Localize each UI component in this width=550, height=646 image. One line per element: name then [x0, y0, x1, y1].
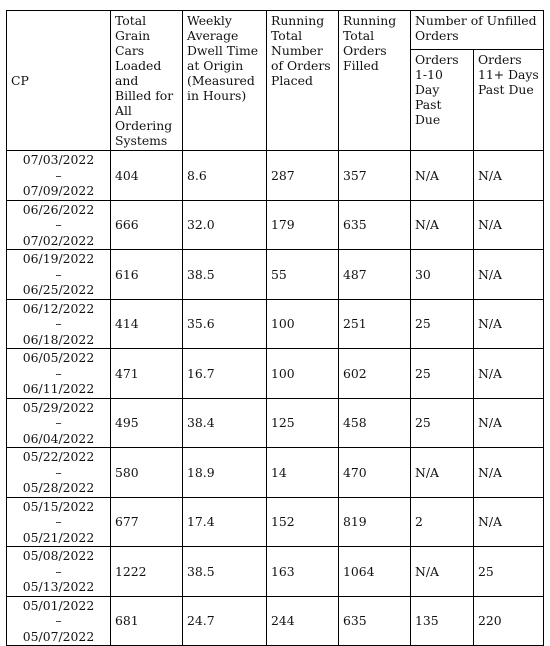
cell-orders-filled: 458: [339, 398, 411, 448]
cell-total-grain-cars: 404: [111, 151, 183, 201]
date-end: 06/25/2022: [22, 282, 95, 297]
cell-cp-date-range: [7, 349, 111, 399]
date-end: 05/28/2022: [22, 480, 95, 495]
cell-dwell-time: 38.5: [183, 250, 267, 300]
date-range-dash: –: [55, 514, 62, 529]
cell-total-grain-cars: 616: [111, 250, 183, 300]
cell-orders-1-10-days: 25: [411, 398, 474, 448]
date-end: 05/21/2022: [22, 529, 95, 545]
cell-orders-1-10-days: 25: [411, 299, 474, 349]
cell-orders-filled: 635: [339, 596, 411, 646]
cell-orders-filled: 635: [339, 200, 411, 250]
cell-cp-date-range: [7, 497, 111, 547]
header-row: [7, 11, 544, 50]
table-row: [7, 151, 544, 201]
cell-cp-date-range: [7, 547, 111, 597]
cell-dwell-time: 17.4: [183, 497, 267, 547]
cell-orders-11-plus-days: N/A: [474, 398, 544, 448]
header-total-grain-cars: Total Grain Cars Loaded and Billed for All Ordering Systems: [111, 11, 183, 151]
table-row: [7, 398, 544, 448]
cell-cp-date-range: [7, 151, 111, 201]
cell-orders-11-plus-days: N/A: [474, 200, 544, 250]
date-start: 07/03/2022: [22, 152, 95, 167]
date-start: 05/15/2022: [22, 498, 95, 514]
table-row: [7, 596, 544, 646]
cell-orders-placed: 14: [267, 448, 339, 498]
cell-orders-filled: 357: [339, 151, 411, 201]
cell-orders-1-10-days: N/A: [411, 547, 474, 597]
header-orders-1-10-days: Orders 1-10 Day Past Due: [411, 50, 474, 151]
date-start: 05/01/2022: [22, 597, 95, 613]
date-end: 06/11/2022: [22, 381, 95, 396]
table-row: [7, 448, 544, 498]
table-row: [7, 497, 544, 547]
cell-total-grain-cars: 677: [111, 497, 183, 547]
cell-orders-filled: 251: [339, 299, 411, 349]
table-row: [7, 349, 544, 399]
cell-orders-placed: 125: [267, 398, 339, 448]
cell-total-grain-cars: 414: [111, 299, 183, 349]
date-end: 07/09/2022: [22, 183, 95, 198]
date-start: 05/08/2022: [22, 548, 95, 563]
date-end: 07/02/2022: [22, 232, 95, 248]
cell-orders-placed: 244: [267, 596, 339, 646]
cell-cp-date-range: [7, 250, 111, 300]
date-start: 06/19/2022: [22, 251, 95, 266]
table-row: [7, 200, 544, 250]
cell-total-grain-cars: 666: [111, 200, 183, 250]
cell-orders-1-10-days: N/A: [411, 151, 474, 201]
table-row: [7, 547, 544, 597]
header-orders-filled: Running Total Orders Filled: [339, 11, 411, 151]
cell-orders-placed: 55: [267, 250, 339, 300]
cell-orders-11-plus-days: 220: [474, 596, 544, 646]
cell-orders-1-10-days: N/A: [411, 200, 474, 250]
cell-cp-date-range: [7, 299, 111, 349]
date-end: 05/07/2022: [22, 628, 95, 644]
cell-orders-11-plus-days: N/A: [474, 299, 544, 349]
cell-cp-date-range: [7, 596, 111, 646]
date-range-dash: –: [55, 464, 62, 480]
cell-orders-placed: 100: [267, 349, 339, 399]
cell-orders-placed: 163: [267, 547, 339, 597]
cell-orders-filled: 487: [339, 250, 411, 300]
date-start: 05/29/2022: [22, 399, 95, 415]
grain-car-report-table: [6, 10, 544, 646]
cell-orders-filled: 602: [339, 349, 411, 399]
date-range-dash: –: [55, 415, 62, 430]
date-end: 05/13/2022: [22, 579, 95, 594]
cell-orders-filled: 1064: [339, 547, 411, 597]
date-range-dash: –: [55, 365, 62, 381]
cell-orders-1-10-days: 25: [411, 349, 474, 399]
header-unfilled-orders: Number of Unfilled Orders: [411, 11, 544, 50]
date-end: 06/04/2022: [22, 430, 95, 446]
cell-orders-placed: 152: [267, 497, 339, 547]
date-end: 06/18/2022: [22, 331, 95, 347]
cell-total-grain-cars: 495: [111, 398, 183, 448]
cell-dwell-time: 18.9: [183, 448, 267, 498]
cell-orders-11-plus-days: N/A: [474, 151, 544, 201]
cell-orders-1-10-days: N/A: [411, 448, 474, 498]
cell-dwell-time: 8.6: [183, 151, 267, 201]
cell-cp-date-range: [7, 200, 111, 250]
date-start: 06/05/2022: [22, 350, 95, 365]
date-start: 05/22/2022: [22, 449, 95, 464]
cell-orders-11-plus-days: N/A: [474, 349, 544, 399]
cell-orders-11-plus-days: 25: [474, 547, 544, 597]
header-dwell-time: Weekly Average Dwell Time at Origin (Measured in Hours): [183, 11, 267, 151]
date-range-dash: –: [55, 266, 62, 282]
cell-orders-11-plus-days: N/A: [474, 250, 544, 300]
date-range-dash: –: [55, 167, 62, 183]
date-range-dash: –: [55, 217, 62, 232]
cell-orders-placed: 100: [267, 299, 339, 349]
cell-orders-1-10-days: 2: [411, 497, 474, 547]
cell-orders-filled: 819: [339, 497, 411, 547]
cell-total-grain-cars: 681: [111, 596, 183, 646]
cell-dwell-time: 16.7: [183, 349, 267, 399]
table-row: [7, 299, 544, 349]
cell-total-grain-cars: 580: [111, 448, 183, 498]
cell-orders-filled: 470: [339, 448, 411, 498]
cell-orders-placed: 179: [267, 200, 339, 250]
date-range-dash: –: [55, 613, 62, 628]
cell-cp-date-range: [7, 448, 111, 498]
date-range-dash: –: [55, 316, 62, 331]
date-start: 06/26/2022: [22, 201, 95, 217]
cell-total-grain-cars: 1222: [111, 547, 183, 597]
date-start: 06/12/2022: [22, 300, 95, 316]
cell-orders-placed: 287: [267, 151, 339, 201]
cell-orders-1-10-days: 135: [411, 596, 474, 646]
cell-dwell-time: 24.7: [183, 596, 267, 646]
cell-dwell-time: 38.5: [183, 547, 267, 597]
cell-cp-date-range: [7, 398, 111, 448]
table-row: [7, 250, 544, 300]
date-range-dash: –: [55, 563, 62, 579]
cell-total-grain-cars: 471: [111, 349, 183, 399]
cell-orders-11-plus-days: N/A: [474, 497, 544, 547]
cell-dwell-time: 38.4: [183, 398, 267, 448]
header-cp: CP: [7, 11, 111, 151]
header-orders-placed: Running Total Number of Orders Placed: [267, 11, 339, 151]
cell-orders-1-10-days: 30: [411, 250, 474, 300]
cell-dwell-time: 32.0: [183, 200, 267, 250]
header-orders-11-plus-days: Orders 11+ Days Past Due: [474, 50, 544, 151]
cell-dwell-time: 35.6: [183, 299, 267, 349]
cell-orders-11-plus-days: N/A: [474, 448, 544, 498]
